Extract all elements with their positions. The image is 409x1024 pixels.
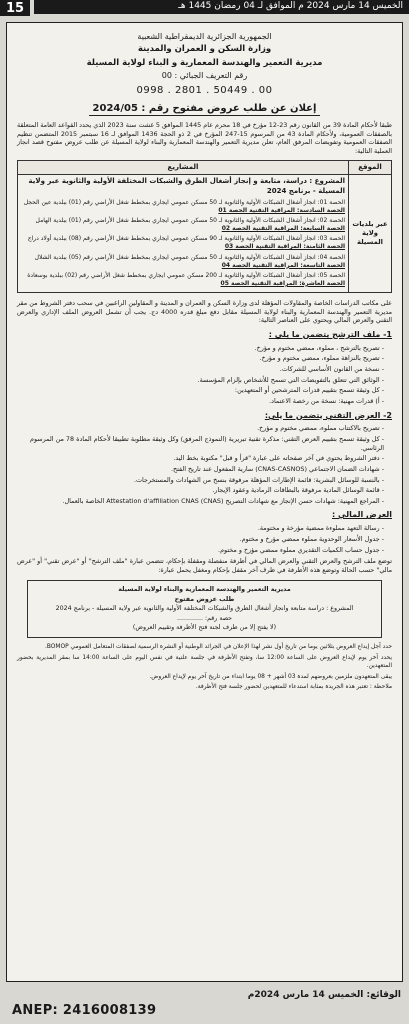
envelope-box <box>27 580 382 637</box>
projects-table <box>17 160 392 293</box>
eligibility-paragraph: على مكاتب الدراسات الخاصة والمقاولات المؤهلة لدى وزارة السكن و العمران و المدينة و المقاولين الراغبين في سحب دفتر الشروط من مقر مديرية التعمير والهندسة المعمارية والبناء لولاية المسيلة مقابل دفع مبلغ قدره 4000 دج. يجب أن تشمل العروض الملف الإداري والعرض التقني والعرض المالي ويحتوي على العناصر التالية: <box>17 298 393 325</box>
envelope-line: (لا يفتح إلا من طرف لجنة فتح الأظرفة وتقييم العروض) <box>132 624 277 632</box>
lot-item <box>21 235 345 251</box>
site-cell: عبر بلديات ولاية المسيلة <box>349 175 392 293</box>
footnote-item: ملاحظة : تعتبر هذه الجريدة بمثابة استدعاء للمتعهدين لحضور جلسة فتح الأظرفة. <box>195 684 392 691</box>
lot-control: الحصة العاشرة: المراقبة التقنية الحصة 05 <box>220 279 345 287</box>
list-item: - كل وثيقة تسمح بتقييم العرض التقني: مذكرة تقنية تبريرية (النموذج المرفق) وكل وثيقة مطلوبة تطبيقا لأحكام المادة 78 من المرسوم الرئاسي. <box>17 435 384 452</box>
list-item: - أ) قدرات مهنية: نسخة من رخصة الاعتماد. <box>17 397 384 406</box>
financial-list <box>17 524 392 554</box>
publication-date <box>248 990 401 1000</box>
section-financial-title: العرض المالي : <box>332 510 392 520</box>
lot-control: الحصة الثامنة: المراقبة التقنية الحصة 03 <box>224 243 345 251</box>
list-item: - تصريح بالترشح ، مملوء، ممضي مختوم و مؤرخ. <box>17 344 384 353</box>
nif-number: 0998 . 2801 . 50449 . 00 <box>136 85 273 97</box>
list-item: - جدول الأسعار الوحدوية مملوء ممضي مؤرخ و مختوم. <box>17 535 384 544</box>
lot-name: الحصة 04: انجاز أشغال الشبكات الأولية والثانوية لـ 50 مسكن عمومي ايجاري بمخطط شغل الأراضي رقم (05) ببلدية الشلال <box>34 253 345 261</box>
list-item: - بالنسبة للوسائل البشرية: قائمة الإطارات المؤهلة مرفوقة بنسخ من الشهادات والمستخرجات. <box>17 476 384 485</box>
envelope-instructions: توضع ملف الترشح والعرض التقني والعرض المالي في أظرفة منفصلة ومقفلة بإحكام، تتضمن عبارة "ملف الترشح" أو "عرض تقني" أو "عرض مالي" حسب الحالة وتوضع هذه الأظرفة في ظرف آخر مقفل بإحكام ومغفل يحمل عبارة: <box>17 557 392 574</box>
lot-item <box>21 254 345 270</box>
notice-header <box>17 31 392 82</box>
envelope-line: المشروع : دراسة متابعة وانجاز أشغال الطرق والشبكات المختلفة الأولية والثانوية عبر ولاية المسيلة - برنامج 2024 <box>55 605 354 613</box>
projects-cell <box>18 175 349 293</box>
list-item: - تصريح بالاكتتاب مملوء، ممضي مختوم و مؤرخ. <box>17 424 384 433</box>
lot-control: الحصة السابعة: المراقبة التقنية الحصة 02 <box>221 225 345 233</box>
header-line-ministry: وزارة السكن و العمران والمدينة <box>137 44 272 55</box>
section-technical-title: 2- العرض التقني يتضمن ما يلي: <box>264 410 392 420</box>
list-item: - كل وثيقة تسمح بتقييم قدرات المترشحين أو المتعهدين: <box>17 386 384 395</box>
footer-bar <box>0 984 409 1024</box>
wassit-date: الخميس 14 مارس 2024م <box>247 990 364 1000</box>
lot-name: الحصة 03: انجاز أشغال الشبكات الأولية والثانوية لـ 90 مسكن عمومي ايجاري بمخطط شغل الأراضي رقم (08) ببلدية أولاد دراج <box>27 235 345 243</box>
col-projects-header: المشاريع <box>18 160 349 174</box>
lot-item <box>21 272 345 288</box>
lot-control: الحصة التاسعة: المراقبة التقنية الحصة 04 <box>221 261 345 269</box>
list-item: - الوثائق التي تتعلق بالتفويضات التي تسمح للأشخاص بإلزام المؤسسة. <box>17 376 384 385</box>
footnote-item: يحدد آخر يوم لإيداع العروض على الساعة 12:00 سا، وتفتح الأظرفة في جلسة علنية في نفس اليوم على الساعة 14:00 سا بمقر المديرية بحضور المتعهدين. <box>17 654 392 669</box>
anep-reference: ANEP: 2416008139 <box>12 1003 157 1018</box>
lot-name: الحصة 05: انجاز أشغال الشبكات الأولية والثانوية لـ 200 مسكن عمومي ايجاري بمخطط شغل الأراضي رقم (02) ببلدية بوسعادة <box>27 271 345 279</box>
list-item: - شهادات الضمان الاجتماعي (CNAS-CASNOS) سارية المفعول عند تاريخ الفتح. <box>17 465 384 474</box>
header-line-directorate: مديرية التعمير والهندسة المعمارية و البناء لولاية المسيلة <box>86 57 323 68</box>
intro-paragraph: طبقا لأحكام المادة 39 من القانون رقم 23-12 مؤرخ في 18 محرم عام 1445 الموافق 5 غشت سنة 2023 الذي يحدد القواعد العامة المتعلقة بالصفقات العمومية، ولأحكام المادة 43 من المرسوم 15-247 المؤرخ في 2 ذو الحجة 1436 الموافق لـ 16 سبتمبر 2015 المتضمن تنظيم الصفقات العمومية وتفويضات المرفق العام، تعلن مديرية التعمير والهندسة المعمارية والبناء لولاية المسيلة عن طلب عروض مفتوح قصد انجاز العملية التالية: <box>17 121 392 156</box>
envelope-line: مديرية التعمير والهندسة المعمارية والبناء لولاية المسيلة <box>118 586 291 594</box>
footnote-item: يبقى المتعهدون ملزمين بعروضهم لمدة 03 أشهر + 08 يوما ابتداء من تاريخ آخر يوم لإيداع العروض. <box>149 673 392 680</box>
header-line-nif-label: رقم التعريف الجبائي : 00 <box>161 70 248 80</box>
col-site-header: الموقع <box>349 160 392 174</box>
envelope-line: حصة رقم: ............. <box>176 614 233 622</box>
lot-name: الحصة 02: انجاز أشغال الشبكات الأولية والثانوية لـ 50 مسكن عمومي ايجاري بمخطط شغل الأراضي رقم (01) ببلدية الهامل <box>35 217 345 225</box>
lot-control: الحصة السادسة: المراقبة التقنية الحصة 01 <box>218 207 345 215</box>
project-title: المشروع : دراسة، متابعة و إنجاز أشغال الطرق والشبكات المختلفة الأولية والثانوية عبر ولاية المسيلة - برنامج 2024 <box>28 177 345 195</box>
list-item: - نسخة من القانون الأساسي للشركات. <box>17 365 384 374</box>
issue-date-strip: الخميس 14 مارس 2024 م الموافق لـ 04 رمضان 1445 هـ <box>34 0 409 14</box>
wassit-label: الوقائع: <box>366 990 401 1000</box>
list-item: - جدول حساب الكميات التقديري مملوء ممضي مؤرخ و مختوم. <box>17 546 384 555</box>
list-item: - قائمة الوسائل المادية مرفوقة بالبطاقات الرمادية وعقود الإيجار. <box>17 486 384 495</box>
list-item: - دفتر الشروط يحتوي في آخر صفحاته على عبارة "قرأ و قبل" مكتوبة بخط اليد. <box>17 454 384 463</box>
envelope-line: طلب عروض مفتوح <box>174 595 235 603</box>
technical-list <box>17 424 392 505</box>
footnotes <box>17 644 392 693</box>
list-item: - رسالة التعهد مملوءة ممضية مؤرخة و مختومة. <box>17 524 384 533</box>
page-number: 15 <box>0 0 30 16</box>
tender-notice <box>6 22 403 982</box>
candidacy-list <box>17 344 392 406</box>
lot-item <box>21 217 345 233</box>
list-item: - تصريح بالنزاهة مملوء، ممضي مختوم و مؤرخ. <box>17 354 384 363</box>
lot-item <box>21 199 345 215</box>
lot-name: الحصة 01: انجاز أشغال الشبكات الأولية والثانوية لـ 50 مسكن عمومي ايجاري بمخطط شغل الأراضي رقم (01) ببلدية عين الحجل <box>23 199 345 206</box>
header-line-republic: الجمهورية الجزائرية الديمقراطية الشعبية <box>137 32 272 41</box>
footnote-item: حدد آجل إيداع العروض بثلاثين يوما من تاريخ أول نشر لهذا الإعلان في الجرائد الوطنية أو النشرة الرسمية لصفقات المتعامل العمومي BOMOP. <box>44 643 392 650</box>
section-candidacy-title: 1- ملف الترشح يتضمن ما يلي : <box>268 329 392 339</box>
list-item: - المراجع المهنية: شهادات حسن الإنجاز مع شهادات التصريح Attestation d'affiliation CNAS (CNAS) الخاصة بالعمال. <box>17 497 384 506</box>
notice-title: إعلان عن طلب عروض مفتوح رقم : 2024/05 <box>89 102 321 117</box>
